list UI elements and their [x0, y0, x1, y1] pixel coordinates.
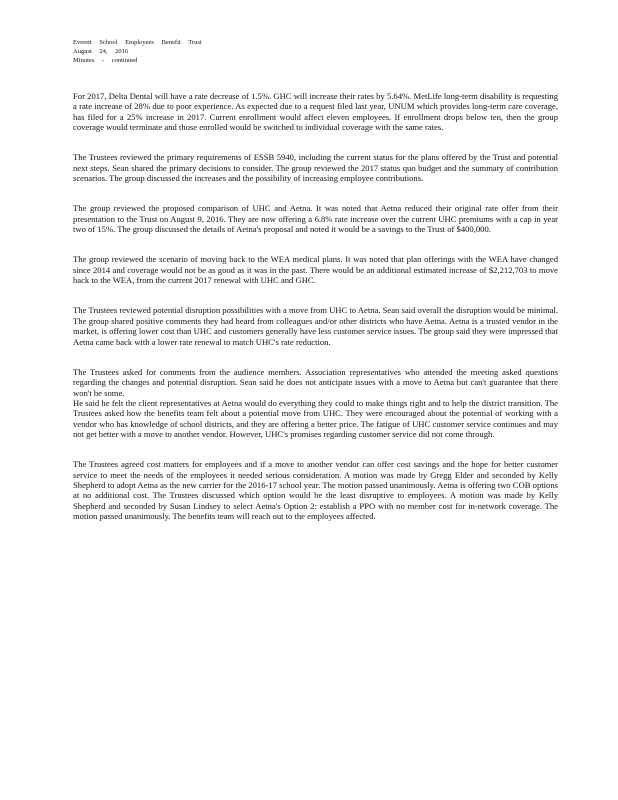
- comments-body-text: He said he felt the client representatives at Aetna would do everything they could to make things right and to help the district transition. The Trustees asked how the benefits team felt about a potential move from UHC. They were encouraged about the potential of working with a vendor who has knowledge of school districts, and they are offering a better price. The fatigue of UHC customer service continues and may not get better with a move to another vendor. However, UHC's promises regarding customer service did not come through.: [73, 397, 558, 439]
- header-organization: Everett School Employees Benefit Trust: [73, 39, 202, 46]
- paragraph-wea-scenario: The group reviewed the scenario of moving back to the WEA medical plans. It was noted that plan offerings with the WEA have changed since 2014 and coverage would not be as good as it was in the past. There would be an additional estimated increase of $2,212,703 to move back to the WEA, from the current 2017 renewal with UHC and GHC.: [73, 254, 558, 286]
- paragraph-motions: The Trustees agreed cost matters for employees and if a move to another vendor can offer cost savings and the hope for better customer service to meet the needs of the employees it needed serious consideration. A motion was made by Gregg Elder and seconded by Kelly Shepherd to adopt Aetna as the new carrier for the 2016-17 school year. The motion passed unanimously. Aetna is offering two COB options at no additional cost. The Trustees discussed which option would be the least disruptive to employees. A motion was made by Kelly Shepherd and seconded by Susan Lindsey to select Aetna's Option 2: establish a PPO with no member cost for in-network coverage. The motion passed unanimously. The benefits team will reach out to the employees affected.: [73, 459, 558, 521]
- paragraph-audience-comments: [73, 367, 558, 439]
- comments-lead-text: The Trustees asked for comments from the audience members. Association representatives who attended the meeting asked questions regarding the changes and potential disruption. Sean said he does not anticipate issues with a move to Aetna but can't guarantee that there won't be some.: [73, 366, 558, 398]
- paragraph-essb-5940: The Trustees reviewed the primary requirements of ESSB 5940, including the current status for the plans offered by the Trust and potential next steps. Sean shared the primary decisions to consider. The group reviewed the 2017 status quo budget and the summary of contribution scenarios. The group discussed the increases and the possibility of increasing employee contributions.: [73, 152, 558, 184]
- header-continued: Minutes - continued: [73, 57, 138, 64]
- paragraph-uhc-aetna-comparison: The group reviewed the proposed comparison of UHC and Aetna. It was noted that Aetna reduced their original rate offer from their presentation to the Trust on August 9, 2016. They are now offering a 6.8% rate increase over the current UHC premiums with a cap in year two of 15%. The group discussed the details of Aetna's proposal and noted it would be a savings to the Trust of $400,000.: [73, 203, 558, 235]
- paragraph-disruption-review: The Trustees reviewed potential disruption possibilities with a move from UHC to Aetna. Sean said overall the disruption would be minimal. The group shared positive comments they had heard from colleagues and/or other districts who have Aetna. Aetna is a trusted vendor in the market, is offering lower cost than UHC and customers generally have less customer service issues. The group said they were impressed that Aetna came back with a lower rate renewal to match UHC's rate reduction.: [73, 305, 558, 347]
- header-date: August 24, 2016: [73, 48, 129, 55]
- paragraph-rate-changes: For 2017, Delta Dental will have a rate decrease of 1.5%. GHC will increase their rates by 5.64%. MetLife long-term disability is requesting a rate increase of 28% due to poor experience. As expected due to a request filed last year, UNUM which provides long-term care coverage, has filed for a 25% increase in 2017. Current enrollment would affect eleven employees. If enrollment drops below ten, then the group coverage would terminate and those enrolled would be switched to individual coverage with the same rates.: [73, 91, 558, 133]
- running-header: [73, 38, 558, 65]
